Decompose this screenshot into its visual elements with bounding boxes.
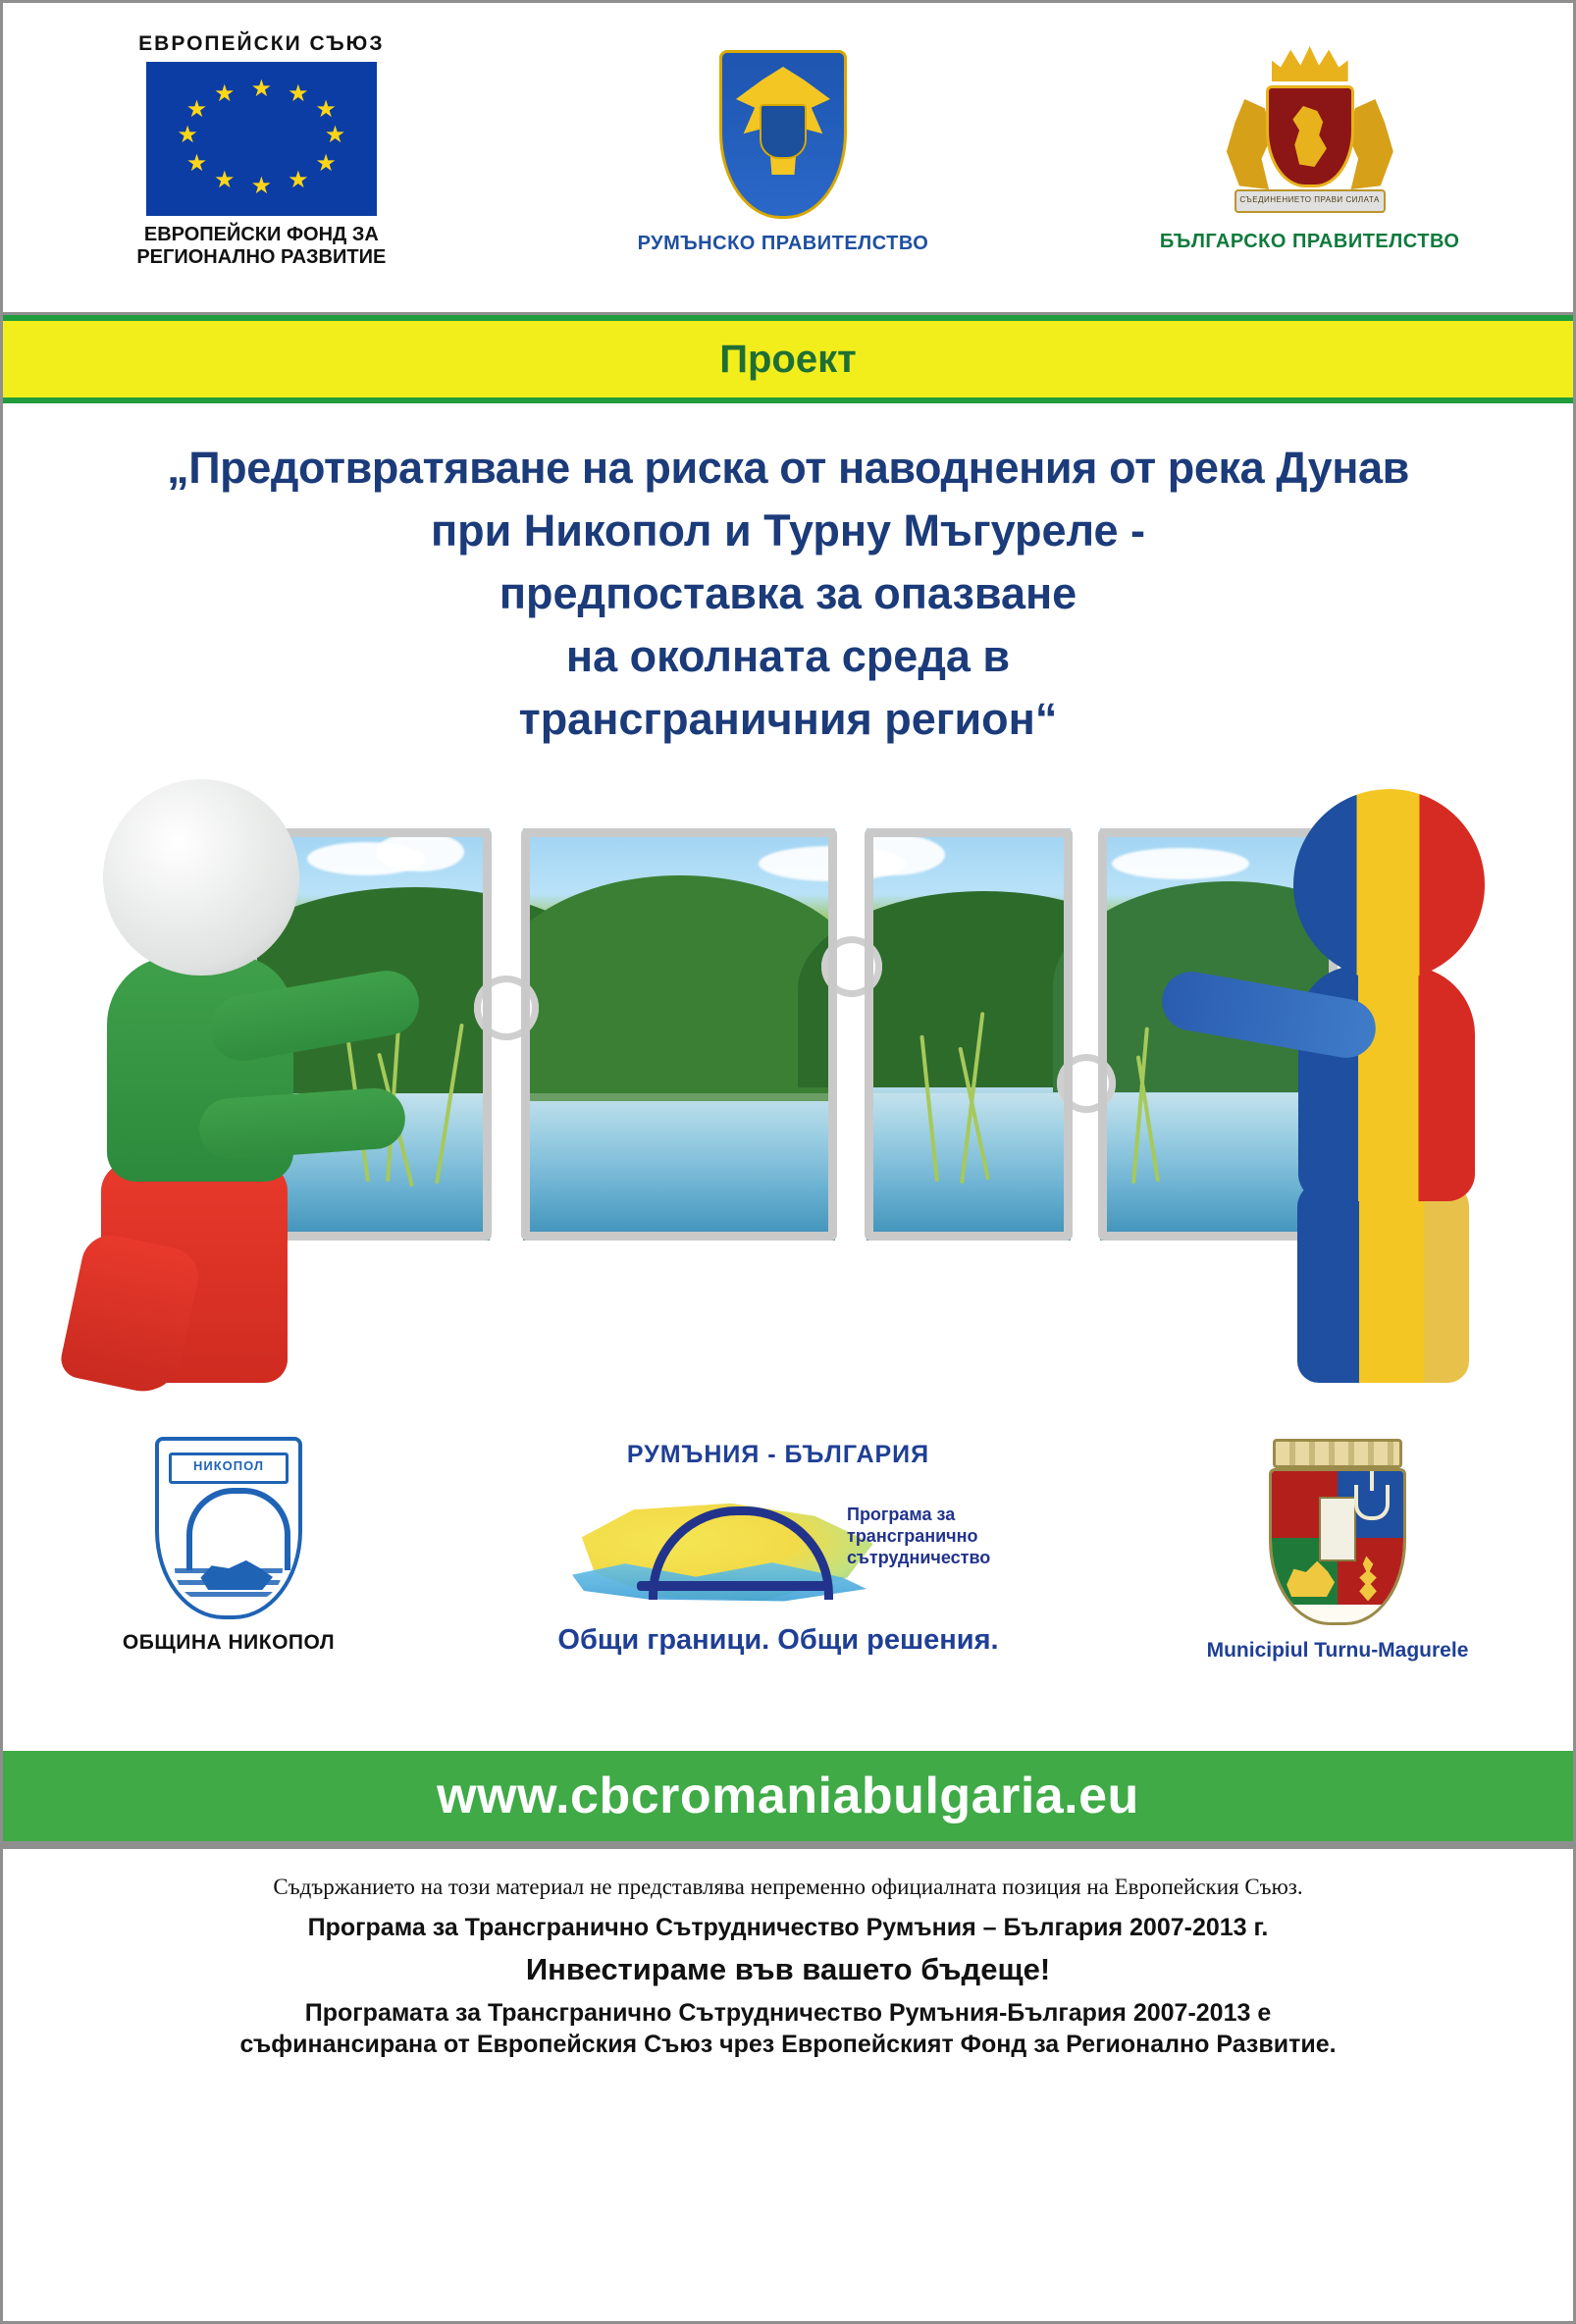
cbc-programme-line-2: трансгранично [847, 1526, 978, 1547]
turnu-coat-of-arms-icon [1255, 1439, 1420, 1627]
partner-logos-row [3, 1427, 1573, 1751]
project-title [3, 403, 1573, 756]
romania-figure [1190, 779, 1514, 1388]
project-title-line-1: „Предотвратяване на риска от наводнения от река Дунав [167, 443, 1409, 493]
bulgaria-government-caption: БЪЛГАРСКО ПРАВИТЕЛСТВО [1159, 231, 1460, 252]
project-title-line-5: трансграничния регион“ [518, 693, 1058, 744]
project-banner-label: Проект [719, 337, 857, 381]
cbc-programme-line-3: сътрудничество [847, 1547, 991, 1567]
romania-coat-of-arms-icon [719, 50, 847, 219]
cbc-bridge-icon [543, 1471, 1014, 1618]
romania-government-caption: РУМЪНСКО ПРАВИТЕЛСТВО [637, 233, 929, 254]
nikopol-shield-label: НИКОПОЛ [169, 1452, 289, 1484]
eu-fund-line-2: РЕГИОНАЛНО РАЗВИТИЕ [136, 246, 387, 268]
bulgaria-government-block [1099, 32, 1521, 253]
bulgaria-figure [62, 779, 386, 1388]
nikopol-coat-of-arms-icon [155, 1437, 302, 1619]
project-title-line-4: на околната среда в [565, 630, 1011, 681]
footer-financing-line-2: съфинансирана от Европейския Съюз чрез Европейският Фонд за Регионално Развитие. [239, 2031, 1337, 2059]
cbc-programme-title: РУМЪНИЯ - БЪЛГАРИЯ [626, 1441, 930, 1469]
eu-union-label: ЕВРОПЕЙСКИ СЪЮЗ [138, 32, 385, 55]
puzzle-photo-danube [248, 828, 1338, 1241]
bulgaria-coat-of-arms-icon [1222, 46, 1398, 219]
eu-logo-block [55, 32, 467, 269]
romania-government-block [572, 32, 994, 255]
cbc-programme-logo-block [503, 1437, 1053, 1657]
footer-disclaimer [3, 1849, 1573, 2076]
nikopol-caption: ОБЩИНА НИКОПОЛ [122, 1631, 336, 1655]
website-bar[interactable] [3, 1751, 1573, 1849]
eu-flag-icon [146, 62, 377, 216]
turnu-caption: Municipiul Turnu-Magurele [1206, 1639, 1469, 1663]
nikopol-logo-block [81, 1437, 376, 1655]
footer-disclaimer-text: Съдържанието на този материал не представлява непременно официалната позиция на Европейския Съюз. [273, 1875, 1303, 1900]
project-banner [3, 315, 1573, 403]
illustration [3, 760, 1573, 1427]
footer-slogan: Инвестираме във вашето бъдеще! [525, 1952, 1051, 1987]
header-logos [3, 3, 1573, 315]
project-title-line-3: предпоставка за опазване [499, 567, 1077, 618]
eu-fund-line-1: ЕВРОПЕЙСКИ ФОНД ЗА [143, 224, 379, 245]
eu-fund-caption [55, 224, 467, 269]
cbc-programme-line-1: Програма за [847, 1505, 956, 1525]
eu-stars: ★ ★ ★ ★ ★ ★ ★ ★ ★ ★ ★ ★ [177, 76, 346, 200]
cbc-programme-subtitle [847, 1505, 1014, 1568]
footer-financing-line-1: Програмата за Трансгранично Сътрудничество Румъния-България 2007-2013 е [304, 1999, 1272, 2028]
turnu-magurele-logo-block [1181, 1437, 1495, 1663]
footer-programme-text: Програма за Трансгранично Сътрудничество Румъния – България 2007-2013 г. [307, 1914, 1269, 1942]
project-title-line-2: при Никопол и Турну Мъгуреле - [430, 504, 1146, 555]
website-url[interactable]: www.cbcromaniabulgaria.eu [437, 1768, 1139, 1825]
bulgaria-motto-ribbon: СЪЕДИНЕНИЕТО ПРАВИ СИЛАТА [1235, 189, 1386, 213]
cbc-slogan: Общи граници. Общи решения. [557, 1624, 999, 1657]
